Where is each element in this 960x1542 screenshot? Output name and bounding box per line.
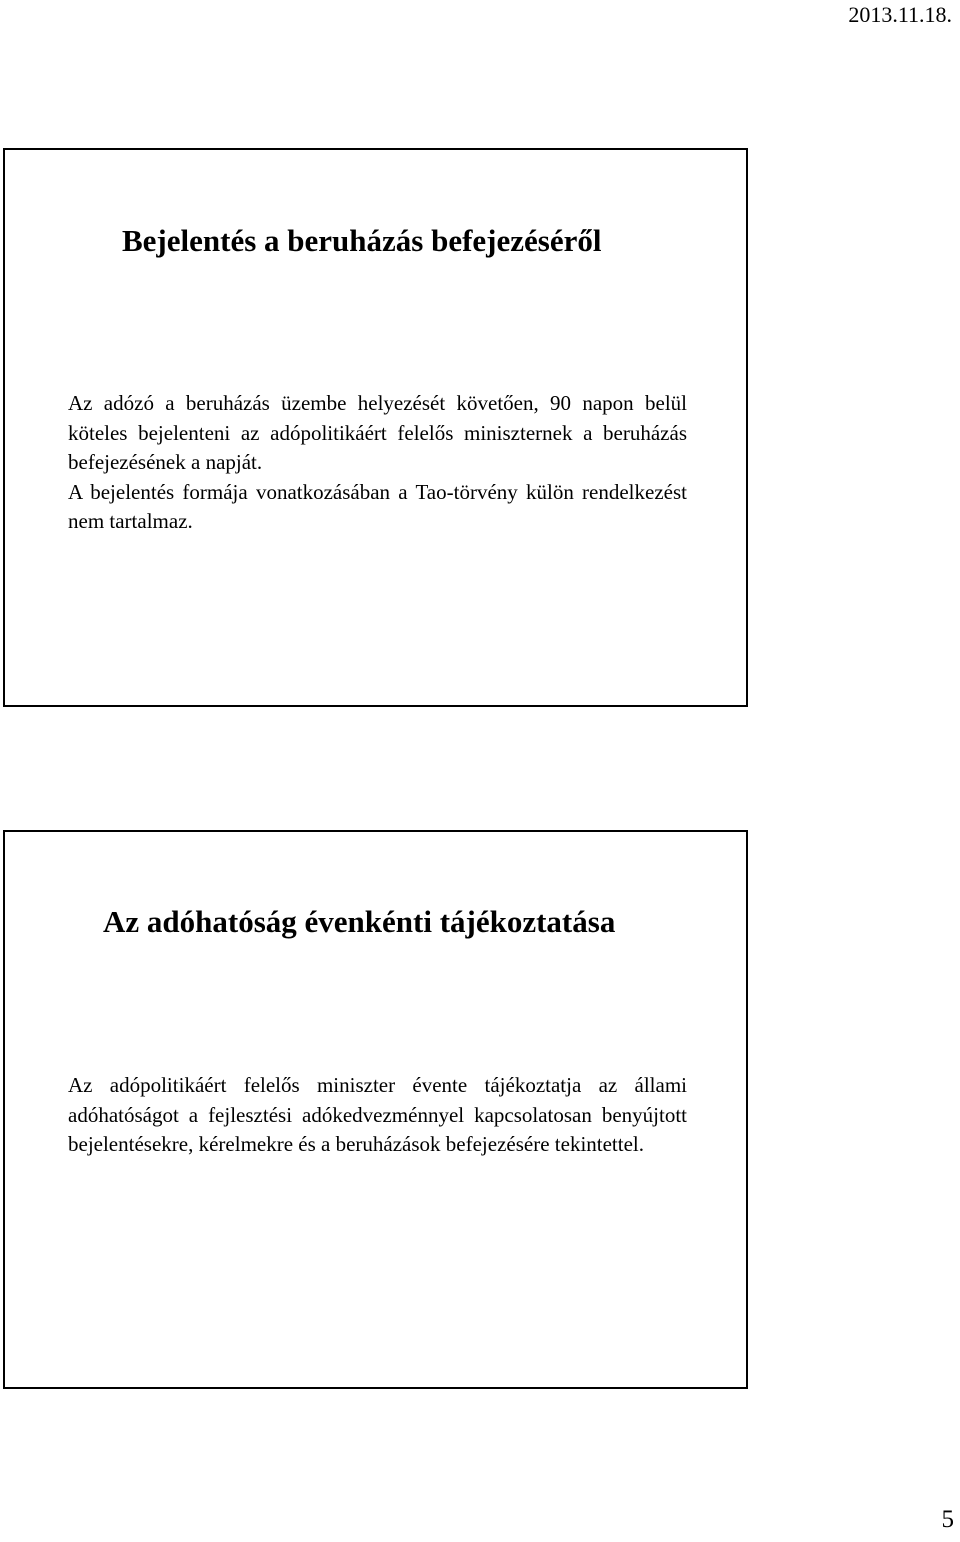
slide-1-paragraph-2: A bejelentés formája vonatkozásában a Tao-törvény külön rendelkezést nem tartalmaz. — [68, 479, 687, 533]
slide-1-paragraph-1: Az adózó a beruházás üzembe helyezését követően, 90 napon belül köteles bejelenteni az adópolitikáért felelős miniszternek a beruházás befejezésének a napját. — [68, 391, 687, 474]
slide-2-body — [68, 1071, 687, 1160]
header-date: 2013.11.18. — [848, 2, 952, 27]
slide-1-title: Bejelentés a beruházás befejezéséről — [122, 223, 602, 258]
slide-2-title: Az adóhatóság évenkénti tájékoztatása — [103, 904, 616, 939]
slide-2-paragraph-1: Az adópolitikáért felelős miniszter évente tájékoztatja az állami adóhatóságot a fejlesztési adókedvezménnyel kapcsolatosan benyújtott bejelentésekre, kérelmekre és a beruházások befejezésére tekintettel. — [68, 1073, 687, 1156]
slide-1-body — [68, 389, 687, 537]
page-number: 5 — [941, 1506, 954, 1533]
slide-1 — [3, 148, 748, 707]
slide-2 — [3, 830, 748, 1389]
